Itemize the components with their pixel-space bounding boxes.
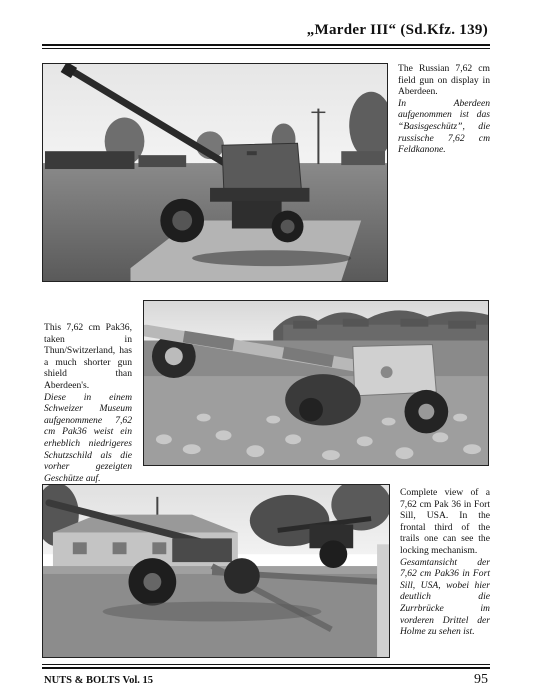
page-number: 95: [474, 672, 488, 687]
header-rule: [42, 44, 490, 46]
photo-pak36-fort-sill: [42, 484, 390, 658]
footer-rule-thin: [42, 664, 490, 665]
caption-bottom: [400, 487, 490, 638]
caption-middle: [44, 322, 132, 484]
header-rule-thin: [42, 48, 490, 49]
photo-field-gun-aberdeen: [42, 63, 388, 282]
publication-title: NUTS & BOLTS Vol. 15: [44, 675, 154, 686]
caption-top: [398, 63, 490, 156]
caption-middle-en: This 7,62 cm Pak36, taken in Thun/Switzerland, has a much shorter gun shield than Aberdeen's.: [44, 322, 132, 391]
caption-middle-de: Diese in einem Schweizer Museum aufgenommene 7,62 cm Pak36 weist ein erheblich niedrigeres Schutzschild als die vorher gezeigten Geschütze auf.: [44, 391, 132, 484]
caption-bottom-de: Gesamtansicht der 7,62 cm Pak36 in Fort Sill, USA, wobei hier deutlich die Zurrbrücke im vorderen Drittel der Holme zu sehen ist.: [400, 556, 490, 638]
footer-rule: [42, 667, 490, 669]
caption-bottom-en: Complete view of a 7,62 cm Pak 36 in Fort Sill, USA. In the frontal third of the trails one can see the locking mechanism.: [400, 487, 490, 556]
caption-top-de: In Aberdeen aufgenommen ist das “Basisgeschütz”, die russische 7,62 cm Feldkanone.: [398, 97, 490, 156]
caption-top-en: The Russian 7,62 cm field gun on display in Aberdeen.: [398, 63, 490, 98]
photo-pak36-thun: [143, 300, 489, 466]
page-title: „Marder III“ (Sd.Kfz. 139): [306, 22, 488, 38]
